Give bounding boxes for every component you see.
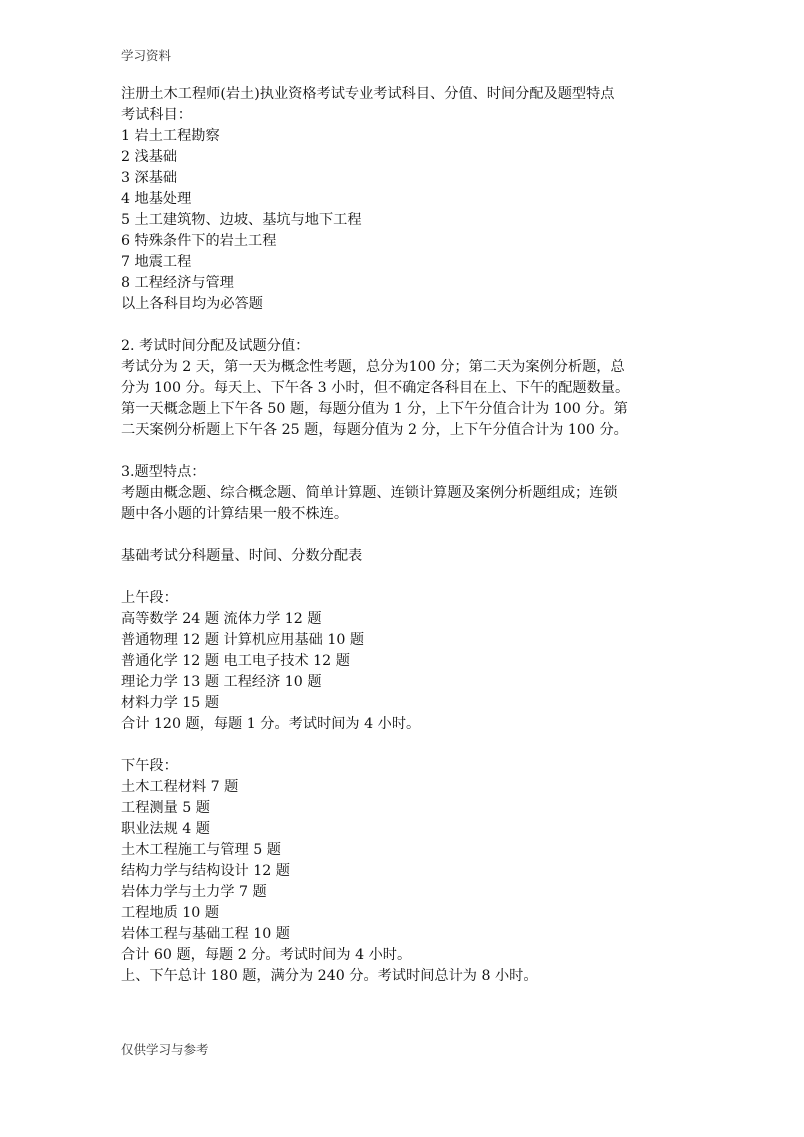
afternoon-item: 工程地质 10 题 — [121, 905, 220, 921]
morning-heading: 上午段： — [121, 590, 178, 606]
subject-item: 8 工程经济与管理 — [121, 275, 234, 291]
morning-item: 普通物理 12 题 计算机应用基础 10 题 — [121, 632, 365, 648]
subjects-note: 以上各科目均为必答题 — [121, 296, 263, 312]
morning-item: 理论力学 13 题 工程经济 10 题 — [121, 674, 322, 690]
subject-item: 4 地基处理 — [121, 191, 192, 207]
morning-item: 普通化学 12 题 电工电子技术 12 题 — [121, 653, 350, 669]
afternoon-item: 岩体力学与土力学 7 题 — [121, 884, 267, 900]
afternoon-heading: 下午段： — [121, 758, 178, 774]
afternoon-total: 合计 60 题，每题 2 分。考试时间为 4 小时。 — [121, 947, 412, 963]
document-body — [121, 84, 701, 987]
page-footer: 仅供学习与参考 — [121, 1042, 209, 1057]
subject-item: 1 岩土工程勘察 — [121, 128, 220, 144]
section2-line: 考试分为 2 天，第一天为概念性考题，总分为100 分；第二天为案例分析题，总 — [121, 359, 625, 375]
section3-line: 考题由概念题、综合概念题、简单计算题、连锁计算题及案例分析题组成；连锁 — [121, 485, 618, 501]
subject-item: 6 特殊条件下的岩土工程 — [121, 233, 277, 249]
afternoon-item: 工程测量 5 题 — [121, 800, 210, 816]
subjects-heading: 考试科目： — [121, 107, 192, 123]
subject-item: 2 浅基础 — [121, 149, 178, 165]
subject-item: 5 土工建筑物、边坡、基坑与地下工程 — [121, 212, 362, 228]
afternoon-item: 结构力学与结构设计 12 题 — [121, 863, 290, 879]
subject-item: 7 地震工程 — [121, 254, 192, 270]
section2-line: 分为 100 分。每天上、下午各 3 小时，但不确定各科目在上、下午的配题数量。 — [121, 380, 630, 396]
afternoon-item: 职业法规 4 题 — [121, 821, 210, 837]
morning-item: 高等数学 24 题 流体力学 12 题 — [121, 611, 322, 627]
subject-item: 3 深基础 — [121, 170, 178, 186]
document-title: 注册土木工程师(岩土)执业资格考试专业考试科目、分值、时间分配及题型特点 — [121, 86, 615, 102]
afternoon-item: 岩体工程与基础工程 10 题 — [121, 926, 290, 942]
afternoon-item: 土木工程施工与管理 5 题 — [121, 842, 281, 858]
section3-line: 题中各小题的计算结果一般不株连。 — [121, 506, 349, 522]
morning-total: 合计 120 题，每题 1 分。考试时间为 4 小时。 — [121, 716, 421, 732]
afternoon-item: 土木工程材料 7 题 — [121, 779, 239, 795]
page-header: 学习资料 — [121, 48, 172, 63]
grand-total: 上、下午总计 180 题，满分为 240 分。考试时间总计为 8 小时。 — [121, 968, 538, 984]
section2-line: 二天案例分析题上下午各 25 题，每题分值为 2 分，上下午分值合计为 100 分。 — [121, 422, 628, 438]
section2-line: 第一天概念题上下午各 50 题，每题分值为 1 分，上下午分值合计为 100 分。第 — [121, 401, 628, 417]
section2-heading: 2. 考试时间分配及试题分值： — [121, 338, 310, 354]
section3-heading: 3.题型特点： — [121, 464, 206, 480]
table-title: 基础考试分科题量、时间、分数分配表 — [121, 548, 363, 564]
morning-item: 材料力学 15 题 — [121, 695, 220, 711]
